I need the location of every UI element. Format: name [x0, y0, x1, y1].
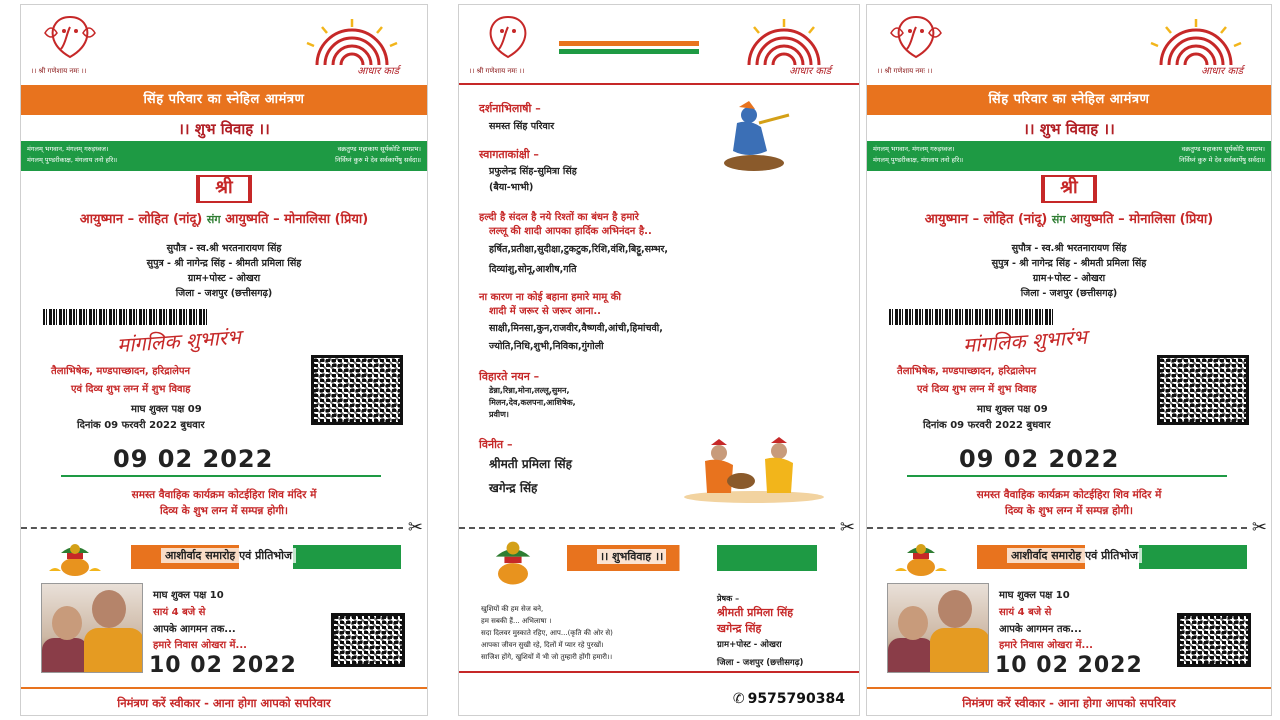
reception-title: आशीर्वाद समारोह एवं प्रीतिभोज	[1007, 548, 1142, 563]
wedding-date: 09 02 2022	[959, 445, 1120, 473]
header-small-text: ।। श्री गणेशाय नमः ।।	[31, 67, 87, 75]
cut-line	[459, 527, 835, 529]
section-heading-5: विहारते नयन –	[479, 370, 540, 383]
verse-block	[481, 603, 613, 663]
tithi-text: माघ शुक्ल पक्ष 09	[977, 404, 1048, 415]
section-heading-3b: लल्लू की शादी आपका हार्दिक अभिनंदन है..	[489, 226, 652, 237]
ganesh-icon	[39, 13, 101, 61]
footer-text: निमंत्रण करें स्वीकार - आना होगा आपको सपरिवार	[21, 687, 427, 715]
section-text-5b: मिलन,देव,कलपना,आशिषेक,	[489, 398, 576, 407]
wedding-title: ।। शुभ विवाह ।।	[1023, 120, 1115, 138]
kalash-icon	[893, 541, 949, 577]
shubh-vivah-title: ।। शुभविवाह ।।	[597, 549, 666, 564]
date-line: दिनांक 09 फरवरी 2022 बुधवार	[923, 420, 1051, 431]
kalash-icon	[483, 537, 543, 587]
ceremony-line-2: एवं दिव्य शुभ लग्न में शुभ विवाह	[71, 384, 191, 395]
couple-photo	[887, 583, 989, 673]
qr-code-small	[331, 613, 405, 667]
cut-line	[21, 527, 403, 529]
scissors-icon: ✂	[1251, 517, 1267, 538]
notice-line-1: समस्त वैवाहिक कार्यक्रम कोटईहिरा शिव मंदिर में	[131, 489, 317, 501]
section-heading-4b: शादी में जरूर से जरूर आना..	[489, 306, 601, 317]
ceremony-line-1: तैलाभिषेक, मण्डपाच्छादन, हरिद्राले‍पन	[51, 366, 191, 377]
address-line-3: ग्राम+पोस्ट - ओखरा	[187, 273, 261, 284]
green-left-1: मंगलम् भगवान, मंगलम् गरुड़ध्वज।	[27, 145, 109, 153]
address-line-4: जिला - जशपुर (छत्तीसगढ़)	[1020, 288, 1118, 299]
divider-line	[907, 475, 1227, 477]
wedding-date: 09 02 2022	[113, 445, 274, 473]
script-heading: मांगलिक शुभारंभ	[962, 324, 1088, 358]
bride-name: आयुष्मति – मोनालिसा (प्रिया)	[225, 212, 369, 227]
musicians-illustration-icon	[679, 437, 829, 503]
scissors-icon: ✂	[407, 517, 423, 538]
section-text-5c: प्रवीण।	[489, 410, 509, 419]
section-text-3a: हर्षित,प्रतीक्षा,सुदीक्षा,टुकटुक,रिशि,वंशि,बिट्टू,सम्भर,	[489, 244, 669, 255]
invitation-card-left	[20, 4, 428, 716]
barcode	[43, 309, 209, 325]
date-line: दिनांक 09 फरवरी 2022 बुधवार	[77, 420, 205, 431]
section-heading-2: स्वागताकांक्षी –	[479, 148, 539, 161]
green-left-1: मंगलम् भगवान, मंगलम् गरुड़ध्वज।	[873, 145, 955, 153]
reception-line-3: आपके आगमन तक...	[999, 624, 1082, 635]
address-line-2: सुपुत्र - श्री नागेन्द्र सिंह - श्रीमती प्रमिला सिंह	[991, 258, 1147, 269]
address-line-1: सुपौत्र - स्व.श्री भरतनारायण सिंह	[1011, 243, 1127, 254]
reception-date: 10 02 2022	[149, 653, 297, 678]
notice-line-2: दिव्य के शुभ लग्न में सम्पन्न होगी।	[1005, 505, 1133, 517]
section-text-5a: डेन्ना,रिन्ना,मोना,लल्लू,सुमन,	[489, 386, 570, 395]
reception-banner	[977, 545, 1247, 569]
verse-line-5: साजिश होंगे, खुशियों में भी जो तुम्हारी होंगी हमारी।।	[481, 653, 613, 661]
sender-label: प्रेषक –	[717, 594, 740, 603]
cut-line	[867, 527, 1247, 529]
section-heading-1: दर्शनाभिलाषी –	[479, 102, 541, 115]
section-heading-6: विनीत –	[479, 438, 513, 451]
couple-photo	[41, 583, 143, 673]
groom-name: आयुष्मान – लोहित (नांदू)	[924, 212, 1048, 227]
address-line-2: सुपुत्र - श्री नागेन्द्र सिंह - श्रीमती प्रमिला सिंह	[146, 258, 302, 269]
verse-line-1: खुशियों की हम सेज बने,	[481, 605, 544, 613]
header-small-text: ।। श्री गणेशाय नमः ।।	[469, 67, 525, 75]
verse-line-4: आपका जीवन सुखी रहे, दिलों में प्यार रहे पुरखों।	[481, 641, 604, 649]
footer-text: निमंत्रण करें स्वीकार - आना होगा आपको सपरिवार	[867, 687, 1271, 715]
section-text-6b: खगेन्द्र सिंह	[489, 481, 538, 495]
sender-addr-2: जिला - जशपुर (छत्तीसगढ़)	[717, 658, 804, 668]
card-header	[459, 5, 859, 85]
couple-names	[867, 209, 1271, 227]
green-right-1: वक्रतुण्ड महाकाय सूर्यकोटि समप्रभ।	[1181, 145, 1265, 153]
phone-text: 9575790384	[747, 691, 845, 707]
qr-code-small	[1177, 613, 1251, 667]
shri-emblem: श्री	[196, 175, 252, 203]
reception-banner	[131, 545, 401, 569]
qr-code	[1157, 355, 1249, 425]
family-invite-bar: सिंह परिवार का स्नेहिल आमंत्रण	[867, 85, 1271, 115]
family-invite-bar: सिंह परिवार का स्नेहिल आमंत्रण	[21, 85, 427, 115]
notice-line-2: दिव्य के शुभ लग्न में सम्पन्न होगी।	[160, 505, 288, 517]
green-left-2: मंगलम् पुण्डरीकाक्ष, मंगलाय तनो हरि॥	[27, 156, 118, 164]
phone-icon: ✆	[732, 691, 745, 707]
section-text-4b: ज्योति,निधि,शुभी,निविका,गुंगोली	[489, 341, 604, 352]
ceremony-line-2: एवं दिव्य शुभ लग्न में शुभ विवाह	[917, 384, 1037, 395]
tithi-text: माघ शुक्ल पक्ष 09	[131, 404, 202, 415]
ganesh-icon	[885, 13, 947, 61]
section-heading-4: ना कारण ना कोई बहाना हमारे मामू की	[479, 292, 621, 303]
krishna-illustration-icon	[709, 101, 799, 173]
couple-names	[21, 209, 427, 227]
green-right-2: निर्विघ्नं कुरु मे देव सर्वकार्येषु सर्वदा॥	[1179, 156, 1265, 164]
footer-divider	[459, 671, 859, 673]
green-verse-bar	[867, 141, 1271, 171]
invitation-card-middle	[458, 4, 860, 716]
sang-text: संग	[206, 213, 221, 226]
notice-line-1: समस्त वैवाहिक कार्यक्रम कोटईहिरा शिव मंदिर में	[976, 489, 1162, 501]
kalash-icon	[47, 541, 103, 577]
ganesh-icon	[477, 13, 539, 61]
section-text-2b: (बैया-भाभी)	[489, 182, 534, 193]
card-header	[21, 5, 427, 85]
wedding-title: ।। शुभ विवाह ।।	[178, 120, 270, 138]
header-small-text: ।। श्री गणेशाय नमः ।।	[877, 67, 933, 75]
reception-line-2: सायं 4 बजे से	[153, 607, 206, 618]
reception-line-3: आपके आगमन तक...	[153, 624, 236, 635]
aadhaar-caption: आधार कार्ड	[357, 66, 399, 77]
section-text-4a: साक्षी,मिनसा,कुन,राजवीर,वैष्णवी,आंची,हिमांचवी,	[489, 323, 663, 334]
sender-addr-1: ग्राम+पोस्ट - ओखरा	[717, 640, 782, 650]
invitation-card-right	[866, 4, 1272, 716]
shubh-vivah-banner	[567, 545, 817, 571]
qr-code	[311, 355, 403, 425]
section-text-3b: दिव्यांशु,सोनू,आशीष,गति	[489, 264, 577, 275]
reception-line-4: हमारे निवास ओखरा में...	[153, 640, 247, 651]
section-text-6a: श्रीमती प्रमिला सिंह	[489, 457, 573, 471]
tricolor-orange	[559, 41, 699, 46]
reception-line-1: माघ शुक्ल पक्ष 10	[999, 590, 1070, 601]
reception-line-4: हमारे निवास ओखरा में...	[999, 640, 1093, 651]
bride-name: आयुष्मति – मोनालिसा (प्रिया)	[1070, 212, 1214, 227]
address-line-4: जिला - जशपुर (छत्तीसगढ़)	[175, 288, 273, 299]
tricolor-green	[559, 49, 699, 54]
green-verse-bar	[21, 141, 427, 171]
scissors-icon: ✂	[839, 517, 855, 538]
green-right-2: निर्विघ्नं कुरु मे देव सर्वकार्येषु सर्वदा॥	[335, 156, 421, 164]
green-left-2: मंगलम् पुण्डरीकाक्ष, मंगलाय तनो हरि॥	[873, 156, 964, 164]
reception-line-1: माघ शुक्ल पक्ष 10	[153, 590, 224, 601]
section-heading-3: हल्दी है संदल है नये रिश्तों का बंधन है हमारे	[479, 212, 639, 223]
aadhaar-caption: आधार कार्ड	[789, 66, 831, 77]
verse-line-2: हम सबकी हैं... अभिलाषा ।	[481, 617, 552, 625]
address-line-3: ग्राम+पोस्ट - ओखरा	[1032, 273, 1106, 284]
verse-line-3: सदा दिलवर मुस्काते रहिए, आप...(कृति की ओर से)	[481, 629, 613, 637]
script-heading: मांगलिक शुभारंभ	[116, 324, 242, 358]
sang-text: संग	[1051, 213, 1066, 226]
green-right-1: वक्रतुण्ड महाकाय सूर्यकोटि समप्रभ।	[337, 145, 421, 153]
groom-name: आयुष्मान – लोहित (नांदू)	[79, 212, 203, 227]
aadhaar-caption: आधार कार्ड	[1201, 66, 1243, 77]
shri-emblem: श्री	[1041, 175, 1097, 203]
sender-line-2: खगेन्द्र सिंह	[717, 622, 762, 635]
section-text-2a: प्रफुलेन्द्र सिंह-सुमित्रा सिंह	[489, 166, 577, 177]
card-header	[867, 5, 1271, 85]
reception-date: 10 02 2022	[995, 653, 1143, 678]
divider-line	[61, 475, 381, 477]
header-divider	[459, 83, 859, 85]
sender-line-1: श्रीमती प्रमिला सिंह	[717, 606, 794, 619]
phone-number	[733, 691, 845, 707]
barcode	[889, 309, 1055, 325]
address-line-1: सुपौत्र - स्व.श्री भरतनारायण सिंह	[166, 243, 282, 254]
reception-line-2: सायं 4 बजे से	[999, 607, 1052, 618]
ceremony-line-1: तैलाभिषेक, मण्डपाच्छादन, हरिद्राले‍पन	[897, 366, 1037, 377]
section-text-1: समस्त सिंह परिवार	[489, 121, 555, 132]
reception-title: आशीर्वाद समारोह एवं प्रीतिभोज	[161, 548, 296, 563]
